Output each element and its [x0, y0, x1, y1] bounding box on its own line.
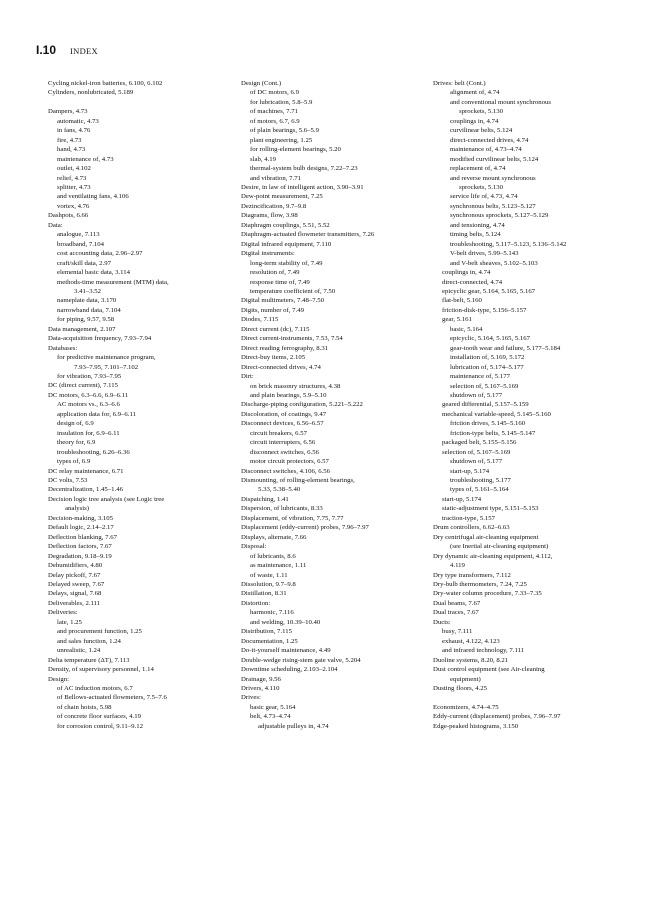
- index-entry: Displays, alternate, 7.66: [241, 533, 307, 541]
- index-entry: temperature coefficient of, 7.50: [250, 287, 336, 295]
- index-entry: nameplate data, 3.170: [57, 297, 117, 305]
- index-entry: Deliveries:: [48, 609, 78, 617]
- index-entry: response time of, 7.49: [250, 278, 310, 286]
- index-entry: Dampers, 4.73: [48, 108, 88, 116]
- index-entry: Direct-connected drives, 4.74: [241, 363, 321, 371]
- index-entry: V-belt drives, 5.99–5.143: [450, 250, 519, 258]
- index-entry: long-term stability of, 7.49: [250, 259, 323, 267]
- index-entry: for piping, 9.57, 9.58: [57, 316, 115, 324]
- index-entry: Dismounting, of rolling-element bearings,: [241, 477, 355, 485]
- index-entry: splitter, 4.73: [57, 183, 91, 191]
- index-entry: on brick masonry structures, 4.38: [250, 382, 341, 390]
- index-entry: Disconnect switches, 4.106, 6.56: [241, 467, 331, 475]
- index-entry: direct-connected drives, 4.74: [450, 136, 529, 144]
- index-entry: and V-belt sheaves, 5.102–5.103: [450, 259, 538, 267]
- index-entry: couplings in, 4.74: [450, 117, 499, 125]
- index-entry: DC (direct current), 7.115: [48, 382, 119, 390]
- index-entry: Direct-buy items, 2.105: [241, 354, 306, 362]
- index-entry: Drives:: [241, 694, 261, 702]
- index-entry: troubleshooting, 5.117–5.123, 5.136–5.142: [450, 240, 567, 248]
- index-entry: harmonic, 7.116: [250, 609, 294, 617]
- index-entry: for predictive maintenance program,: [57, 354, 156, 362]
- index-entry: Dashpots, 6.66: [48, 212, 89, 220]
- index-entry: maintenance of, 4.73–4.74: [450, 146, 522, 154]
- index-column-1: [48, 79, 223, 731]
- index-entry: direct-connected, 4.74: [442, 278, 503, 286]
- index-entry: Dissolution, 9.7–9.8: [241, 581, 296, 589]
- index-entry: for corrosion control, 9.11–9.12: [57, 722, 143, 730]
- index-entry: selection of, 5.167–5.169: [450, 382, 519, 390]
- index-entry-continuation: 4.119: [450, 562, 465, 570]
- index-entry: types of, 5.161–5.164: [450, 486, 509, 494]
- letter-group-gap: [433, 693, 638, 702]
- index-entry: of DC motors, 6.9: [250, 89, 299, 97]
- index-entry: gear, 5.161: [442, 316, 472, 324]
- running-header: [36, 43, 98, 57]
- index-entry: Discoloration, of coatings, 9.47: [241, 410, 327, 418]
- index-entry: Dust control equipment (see Air-cleaning: [433, 666, 545, 674]
- index-entry: types of, 6.9: [57, 458, 91, 466]
- index-entry: for lubrication, 5.8–5.9: [250, 98, 313, 106]
- index-entry-continuation: 7.93–7.95, 7.101–7.102: [74, 363, 139, 371]
- index-entry: service life of, 4.73, 4.74: [450, 193, 518, 201]
- index-entry: friction-disk-type, 5.156–5.157: [442, 306, 527, 314]
- index-entry: Discharge-piping configuration, 5.221–5.222: [241, 401, 363, 409]
- index-entry: busy, 7.111: [442, 628, 473, 636]
- index-entry: Default logic, 2.14–2.17: [48, 524, 114, 532]
- index-entry: Dual beams, 7.67: [433, 599, 481, 607]
- index-entry: circuit interrupters, 6.56: [250, 439, 316, 447]
- index-entry: Drives: belt (Cont.): [433, 80, 486, 87]
- index-entry: selection of, 5.167–5.169: [442, 448, 511, 456]
- index-entry: and vibration, 7.71: [250, 174, 301, 182]
- index-entry: Eddy-current (displacement) probes, 7.96–7.97: [433, 713, 561, 721]
- index-entry: Documentation, 1.25: [241, 637, 298, 645]
- index-entry: of concrete floor surfaces, 4.19: [57, 713, 141, 721]
- index-entry: traction-type, 5.157: [442, 514, 496, 522]
- index-entry: of motors, 6.7, 6.9: [250, 117, 300, 125]
- index-entry: of lubricants, 8.6: [250, 552, 296, 560]
- index-entry: shutdown of, 5.177: [450, 391, 503, 399]
- index-entry: AC motors vs., 6.3–6.6: [57, 401, 120, 409]
- index-entry: fire, 4.73: [57, 136, 82, 144]
- index-entry: gear-tooth wear and failure, 5.177–5.184: [450, 344, 561, 352]
- index-entry: Data management, 2.107: [48, 325, 116, 333]
- index-entry: circuit breakers, 6.57: [250, 429, 307, 437]
- index-entry: Duoline systems, 8.20, 8.21: [433, 656, 509, 664]
- index-entry: Dehumidifiers, 4.80: [48, 562, 103, 570]
- index-entry: Digital multimeters, 7.48–7.50: [241, 297, 325, 305]
- index-entry: Dry-water column procedure, 7.33–7.35: [433, 590, 542, 598]
- index-entry: Decision logic tree analysis (see Logic tree: [48, 495, 165, 503]
- index-entry: Cylinders, nonlubricated, 5.189: [48, 89, 134, 97]
- index-entry: for rolling-element bearings, 5.20: [250, 146, 341, 154]
- index-entry: Dew-point measurement, 7.25: [241, 193, 323, 201]
- index-entry: packaged belt, 5.155–5.156: [442, 439, 517, 447]
- index-entry: Data:: [48, 221, 63, 229]
- index-entry: methods-time measurement (MTM) data,: [57, 278, 169, 286]
- index-entry: maintenance of, 5.177: [450, 373, 510, 381]
- letter-group-gap: [48, 98, 223, 107]
- index-entry: analogue, 7.113: [57, 231, 100, 239]
- index-entry: and plain bearings, 5.9–5.10: [250, 391, 327, 399]
- index-entry: belt, 4.73–4.74: [250, 713, 291, 721]
- index-entry: motor circuit protectors, 6.57: [250, 458, 329, 466]
- index-entry: installation of, 5.169, 5.172: [450, 354, 525, 362]
- index-entry: troubleshooting, 5.177: [450, 477, 511, 485]
- index-entry-continuation: sprockets, 5.130: [459, 108, 504, 116]
- index-entry: Disconnect devices, 6.56–6.57: [241, 420, 324, 428]
- index-entry: of chain hoists, 5.98: [57, 703, 112, 711]
- index-entry: hand, 4.73: [57, 146, 86, 154]
- index-entry: static-adjustment type, 5.151–5.153: [442, 505, 539, 513]
- index-entry: epicyclic gear, 5.164, 5.165, 5.167: [442, 287, 536, 295]
- index-entry: Data-acquisition frequency, 7.93–7.94: [48, 335, 152, 343]
- index-entry: of AC induction motors, 6.7: [57, 684, 133, 692]
- index-entry: resolution of, 7.49: [250, 269, 300, 277]
- index-entry: troubleshooting, 6.26–6.36: [57, 448, 130, 456]
- index-entry: Dispatching, 1.41: [241, 495, 289, 503]
- index-entry: curvilinear belts, 5.124: [450, 127, 513, 135]
- running-title: INDEX: [70, 46, 98, 56]
- index-entry: Density, of supervisory personnel, 1.14: [48, 666, 154, 674]
- index-entry: DC volts, 7.53: [48, 477, 88, 485]
- index-entry: broadband, 7.104: [57, 240, 105, 248]
- index-entry: synchronous sprockets, 5.127–5.129: [450, 212, 549, 220]
- index-entry: and welding, 10.39–10.40: [250, 618, 321, 626]
- index-entry: Dry type transformers, 7.112: [433, 571, 511, 579]
- index-entry: narrowband data, 7.104: [57, 306, 121, 314]
- index-entry: Disposal:: [241, 543, 267, 551]
- index-entry: mechanical variable-speed, 5.145–5.160: [442, 410, 551, 418]
- index-entry: Do-it-yourself maintenance, 4.49: [241, 647, 331, 655]
- index-entry-continuation: sprockets, 5.130: [459, 183, 504, 191]
- index-entry: Drivers, 4.110: [241, 685, 280, 692]
- index-entry: Dezincification, 9.7–9.8: [241, 202, 307, 210]
- index-entry: Edge-peaked histograms, 3.150: [433, 722, 519, 730]
- index-entry: Dry centrifugal air-cleaning equipment: [433, 533, 539, 541]
- index-entry: and ventilating fans, 4.106: [57, 193, 129, 201]
- index-entry-continuation: 5.33, 5.38–5.40: [258, 486, 301, 494]
- index-entry: Desire, in law of intelligent action, 3.90–3.91: [241, 183, 364, 191]
- index-entry: Dirt:: [241, 373, 254, 381]
- index-entry: as maintenance, 1.11: [250, 562, 307, 570]
- index-entry: Downtime scheduling, 2.103–2.104: [241, 666, 338, 674]
- index-entry: epicyclic, 5.164, 5.165, 5.167: [450, 335, 531, 343]
- index-entry: shutdown of, 5.177: [450, 458, 503, 466]
- index-entry-continuation: analysis): [65, 505, 89, 513]
- index-entry: Direct reading ferrography, 8.31: [241, 344, 329, 352]
- index-entry: Dry dynamic air-cleaning equipment, 4.112,: [433, 552, 553, 560]
- index-entry: cost accounting data, 2.96–2.97: [57, 250, 143, 258]
- index-entry: Databases:: [48, 344, 78, 352]
- index-entry: replacement of, 4.74: [450, 165, 506, 173]
- index-entry: Design:: [48, 675, 69, 683]
- index-entry: adjustable pulleys in, 4.74: [258, 722, 329, 730]
- index-entry: elemental basic data, 3.114: [57, 269, 131, 277]
- index-entry: slab, 4.19: [250, 155, 277, 163]
- index-entry: couplings in, 4.74: [442, 269, 491, 277]
- index-entry: Displacement, of vibration, 7.75, 7.77: [241, 514, 344, 522]
- index-entry: insulation for, 6.9–6.11: [57, 429, 120, 437]
- index-entry: Deflection blanking, 7.67: [48, 533, 117, 541]
- index-entry: disconnect switches, 6.56: [250, 448, 319, 456]
- index-entry: design of, 6.9: [57, 420, 94, 428]
- index-entry: Delay pickoff, 7.67: [48, 571, 101, 579]
- index-entry: friction-type belts, 5.145–5.147: [450, 429, 536, 437]
- index-entry: application data for, 6.9–6.11: [57, 410, 136, 418]
- index-entry: start-up, 5.174: [450, 467, 490, 475]
- index-entry: modified curvilinear belts, 5.124: [450, 155, 539, 163]
- index-entry: of plain bearings, 5.6–5.9: [250, 127, 319, 135]
- index-entry: of machines, 7.71: [250, 108, 298, 116]
- index-entry: Distillation, 8.31: [241, 590, 287, 598]
- index-entry: Dusting floors, 4.25: [433, 685, 487, 692]
- index-entry: Dual traces, 7.67: [433, 609, 479, 617]
- index-entry: of Bellows-actuated flowmeters, 7.5–7.6: [57, 694, 167, 702]
- index-entry-continuation: equipment): [450, 675, 481, 683]
- index-entry: alignment of, 4.74: [450, 89, 500, 97]
- index-entry: Economizers, 4.74–4.75: [433, 703, 499, 711]
- index-entry: Cycling nickel-iron batteries, 6.100, 6.102: [48, 80, 163, 87]
- index-entry: Distribution, 7.115: [241, 628, 292, 636]
- index-entry: lubrication of, 5.174–5.177: [450, 363, 524, 371]
- index-entry: Digital instruments:: [241, 250, 295, 258]
- index-column-3: [433, 79, 638, 731]
- index-entry: relief, 4.73: [57, 174, 87, 182]
- index-entry: and reverse mount synchronous: [450, 174, 536, 182]
- index-entry: geared differential, 5.157–5.159: [442, 401, 529, 409]
- index-entry: flat-belt, 5.160: [442, 297, 482, 305]
- index-entry: theory for, 6.9: [57, 439, 96, 447]
- index-entry: synchronous belts, 5.123–5.127: [450, 202, 536, 210]
- index-entry: Decision-making, 3.105: [48, 514, 114, 522]
- index-entry: in fans, 4.76: [57, 127, 91, 135]
- index-entry: Degradation, 9.18–9.19: [48, 552, 112, 560]
- index-entry: start-up, 5.174: [442, 495, 482, 503]
- index-entry: Displacement (eddy-current) probes, 7.96–7.97: [241, 524, 369, 532]
- index-entry: Diaphragm couplings, 5.51, 5.52: [241, 221, 330, 229]
- index-entry: Dry-bulb thermometers, 7.24, 7.25: [433, 581, 527, 589]
- index-entry: plant engineering, 1.25: [250, 136, 313, 144]
- index-entry: Design (Cont.): [241, 80, 282, 87]
- index-entry: Diodes, 7.115: [241, 316, 279, 324]
- index-entry: outlet, 4.102: [57, 165, 91, 173]
- index-entry: DC relay maintenance, 6.71: [48, 467, 124, 475]
- index-entry: friction drives, 5.145–5.160: [450, 420, 526, 428]
- index-entry: maintenance of, 4.73: [57, 155, 114, 163]
- index-entry-continuation: (see Inertial air-cleaning equipment): [450, 543, 549, 551]
- index-entry: basic gear, 5.164: [250, 703, 296, 711]
- index-entry: of waste, 1.11: [250, 571, 288, 579]
- index-entry: exhaust, 4.122, 4.123: [442, 637, 500, 645]
- index-entry: timing belts, 5.124: [450, 231, 501, 239]
- index-entry-continuation: 3.41–3.52: [74, 287, 101, 295]
- index-entry: for vibration, 7.93–7.95: [57, 373, 122, 381]
- index-entry: Direct current-instruments, 7.53, 7.54: [241, 335, 343, 343]
- index-entry: Diaphragm-actuated flowmeter transmitters, 7.26: [241, 231, 375, 239]
- index-entry: Digits, number of, 7.49: [241, 306, 304, 314]
- index-entry: and procurement function, 1.25: [57, 628, 142, 636]
- index-entry: craft/skill data, 2.97: [57, 259, 111, 267]
- index-entry: Drum controllers, 6.62–6.63: [433, 524, 510, 532]
- index-entry: vortex, 4.76: [57, 202, 90, 210]
- index-entry: Double-wedge rising-stem gate valve, 5.204: [241, 656, 361, 664]
- index-entry: late, 1.25: [57, 618, 82, 626]
- index-entry: Distortion:: [241, 599, 271, 607]
- index-entry: DC motors, 6.3–6.6, 6.9–6.11: [48, 391, 129, 399]
- index-entry: Decentralization, 1.45–1.46: [48, 486, 123, 494]
- index-entry: Direct current (dc), 7.115: [241, 325, 310, 333]
- index-entry: Digital infrared equipment, 7.110: [241, 240, 332, 248]
- index-entry: Delays, signal, 7.68: [48, 590, 102, 598]
- index-entry: and sales function, 1.24: [57, 637, 121, 645]
- index-entry: Deliverables, 2.111: [48, 599, 101, 607]
- page-number: I.10: [36, 43, 57, 57]
- index-entry: Delayed sweep, 7.67: [48, 581, 105, 588]
- index-entry: Dispersion, of lubricants, 8.33: [241, 505, 323, 513]
- index-entry: Diagrams, flow, 3.98: [241, 212, 298, 220]
- index-column-2: [241, 79, 446, 731]
- index-entry: unrealistic, 1.24: [57, 647, 101, 655]
- index-entry: Delta temperature (ΔT), 7.113: [48, 656, 130, 664]
- index-entry: and infrared technology, 7.111: [442, 647, 525, 655]
- index-entry: and conventional mount synchronous: [450, 98, 552, 106]
- index-entry: thermal-system bulb designs, 7.22–7.23: [250, 165, 358, 173]
- index-entry: basic, 5.164: [450, 325, 483, 333]
- index-entry: Ducts:: [433, 618, 451, 626]
- index-entry: Drainage, 9.56: [241, 675, 281, 683]
- index-entry: Deflection factors, 7.67: [48, 543, 112, 551]
- index-entry: automatic, 4.73: [57, 117, 99, 125]
- index-entry: and tensioning, 4.74: [450, 221, 505, 229]
